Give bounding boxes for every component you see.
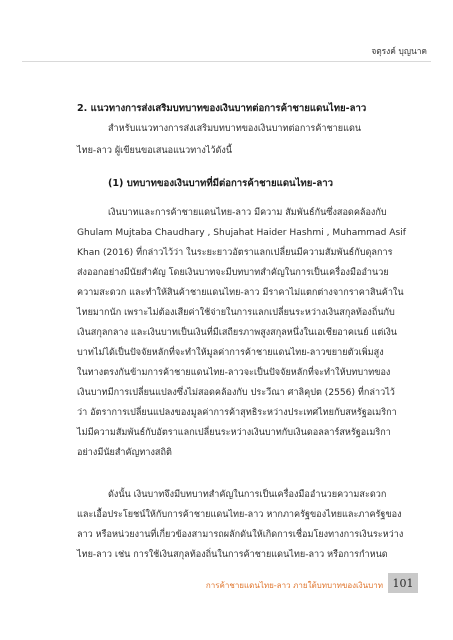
paragraph-line: เงินบาทและการค้าชายแดนไทย-ลาว มีความ สัมพันธ์กันซึ่งสอดคล้องกับ [108,208,387,218]
paragraph-line: Ghulam Mujtaba Chaudhary , Shujahat Haider Hashmi , Muhammad Asif [77,228,406,238]
paragraph-line: และเอื้อประโยชน์ให้กับการค้าชายแดนไทย-ลาว หากภาครัฐของไทยและภาครัฐของ [77,510,402,520]
page-number: 101 [392,576,414,590]
intro-line: สำหรับแนวทางการส่งเสริมบทบาทของเงินบาทต่อการค้าชายแดน [108,124,362,134]
paragraph-line: Khan (2016) ที่กล่าวไว้ว่า ในระยะยาวอัตราแลกเปลี่ยนมีความสัมพันธ์กับดุลการ [77,248,393,258]
paragraph-line: ดังนั้น เงินบาทจึงมีบทบาทสำคัญในการเป็นเครื่องมืออำนวยความสะดวก [108,490,387,500]
paragraph-line: ความสะดวก และทำให้สินค้าชายแดนไทย-ลาว มีราคาไม่แตกต่างจากราคาสินค้าใน [77,288,404,298]
header-rule [22,61,431,62]
subsection-heading: (1) บทบาทของเงินบาทที่มีต่อการค้าชายแดนไทย-ลาว [108,178,334,189]
section-heading: 2. แนวทางการส่งเสริมบทบาทของเงินบาทต่อการค้าชายแดนไทย-ลาว [77,103,367,114]
paragraph-line: ไม่มีความสัมพันธ์กับอัตราแลกเปลี่ยนระหว่างเงินบาทกับเงินดอลลาร์สหรัฐอเมริกา [77,428,391,438]
paragraph-line: เงินสกุลกลาง และเงินบาทเป็นเงินที่มีเสถียรภาพสูงสกุลหนึ่งในเอเชียอาคเนย์ แต่เงิน [77,328,398,338]
paragraph-line: ไทยมากนัก เพราะไม่ต้องเสียค่าใช้จ่ายในการแลกเปลี่ยนระหว่างเงินสกุลท้องถิ่นกับ [77,308,395,318]
paragraph-line: ว่า อัตราการเปลี่ยนแปลงของมูลค่าการค้าสุทธิระหว่างประเทศไทยกับสหรัฐอเมริกา [77,408,397,418]
author-header: จตุรงค์ บุญนาค [371,46,427,56]
paragraph-line: ในทางตรงกันข้ามการค้าชายแดนไทย-ลาวจะเป็นปัจจัยหลักที่จะทำให้บทบาทของ [77,368,391,378]
paragraph-line: ไทย-ลาว เช่น การใช้เงินสกุลท้องถิ่นในการค้าชายแดนไทย-ลาว หรือการกำหนด [77,550,388,560]
paragraph-line: ส่งออกอย่างมีนัยสำคัญ โดยเงินบาทจะมีบทบาทสำคัญในการเป็นเครื่องมืออำนวย [77,268,389,278]
intro-line: ไทย-ลาว ผู้เขียนขอเสนอแนวทางไว้ดังนี้ [77,146,233,156]
paragraph-line: เงินบาทมีการเปลี่ยนแปลงซึ่งไม่สอดคล้องกับ ประวีณา ศาลิคุปต (2556) ที่กล่าวไว้ [77,388,395,398]
paragraph-line: ลาว หรือหน่วยงานที่เกี่ยวข้องสามารถผลักดันให้เกิดการเชื่อมโยงทางการเงินระหว่าง [77,530,404,540]
running-footer-title: การค้าชายแดนไทย-ลาว ภายใต้บทบาทของเงินบาท [205,581,383,590]
paragraph-line: บาทไม่ได้เป็นปัจจัยหลักที่จะทำให้มูลค่าการค้าชายแดนไทย-ลาวขยายตัวเพิ่มสูง [77,348,384,358]
paragraph-line: อย่างมีนัยสำคัญทางสถิติ [77,448,172,458]
page-number-badge [388,573,418,593]
